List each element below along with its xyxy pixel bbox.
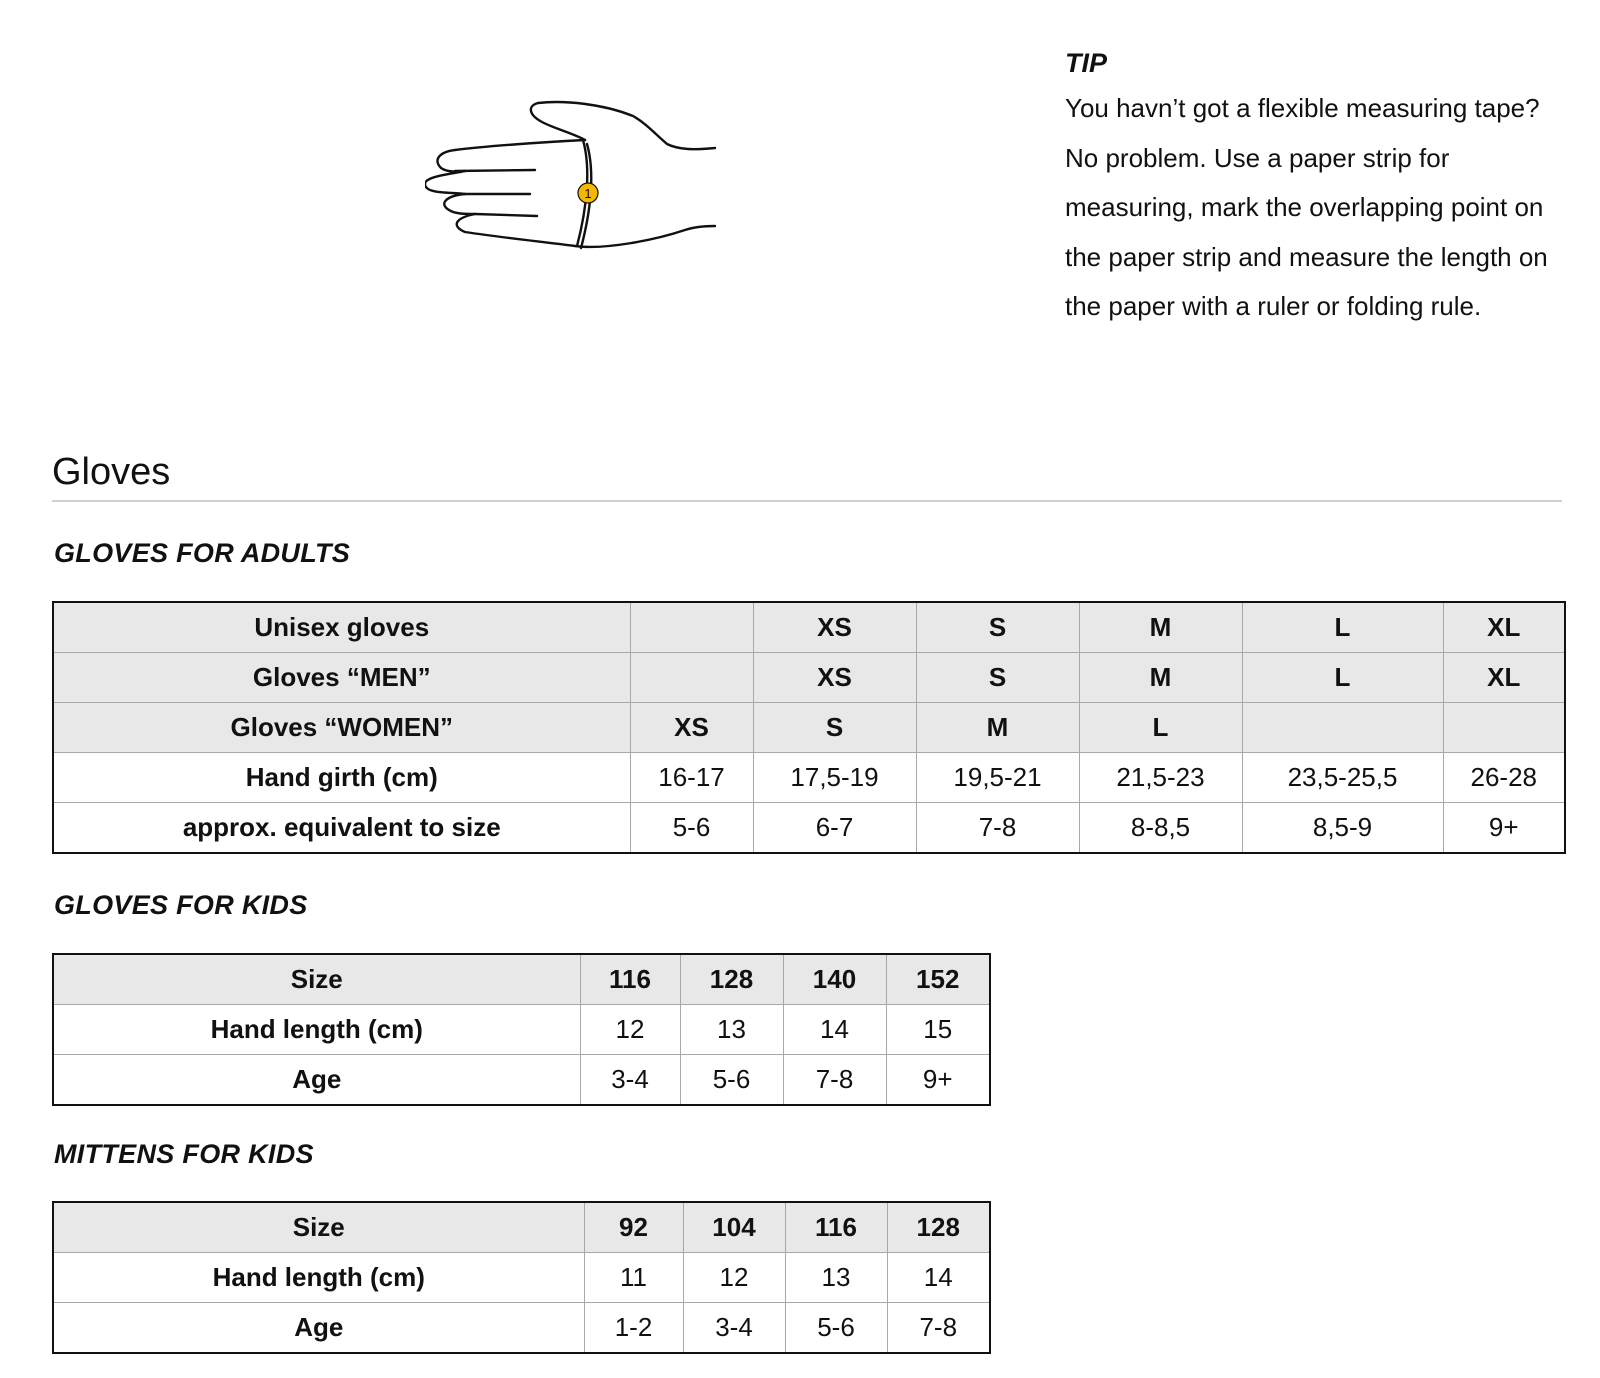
table-cell: 5-6 xyxy=(680,1055,783,1106)
table-row xyxy=(53,1055,990,1106)
row-label: Gloves “MEN” xyxy=(53,653,630,703)
table-cell: M xyxy=(916,703,1079,753)
row-label: Age xyxy=(53,1055,580,1106)
row-label: Gloves “WOMEN” xyxy=(53,703,630,753)
kids-gloves-size-table xyxy=(52,953,991,1106)
table-cell xyxy=(1242,703,1443,753)
row-label: Hand girth (cm) xyxy=(53,753,630,803)
table-cell xyxy=(1443,703,1565,753)
table-cell: 116 xyxy=(785,1202,887,1253)
table-cell: 3-4 xyxy=(580,1055,680,1106)
kids-mittens-heading: MITTENS FOR KIDS xyxy=(54,1139,314,1169)
row-label: Age xyxy=(53,1303,584,1354)
table-cell: 9+ xyxy=(886,1055,990,1106)
table-cell: 12 xyxy=(683,1253,785,1303)
table-cell: 152 xyxy=(886,954,990,1005)
adults-size-table xyxy=(52,601,1566,854)
table-cell: 7-8 xyxy=(916,803,1079,854)
table-cell: 23,5-25,5 xyxy=(1242,753,1443,803)
table-cell: 5-6 xyxy=(785,1303,887,1354)
tip-title: TIP xyxy=(1065,48,1108,78)
table-cell: 8,5-9 xyxy=(1242,803,1443,854)
table-cell: 8-8,5 xyxy=(1079,803,1242,854)
table-row xyxy=(53,1005,990,1055)
table-cell: 21,5-23 xyxy=(1079,753,1242,803)
table-cell: XS xyxy=(753,653,916,703)
table-cell: 17,5-19 xyxy=(753,753,916,803)
kids-mittens-size-table xyxy=(52,1201,991,1354)
table-cell: L xyxy=(1079,703,1242,753)
table-row xyxy=(53,1202,990,1253)
table-cell: 5-6 xyxy=(630,803,753,854)
row-label: Size xyxy=(53,1202,584,1253)
adults-heading: GLOVES FOR ADULTS xyxy=(54,538,351,568)
row-label: Size xyxy=(53,954,580,1005)
table-cell: 92 xyxy=(584,1202,683,1253)
table-cell: 15 xyxy=(886,1005,990,1055)
table-cell: M xyxy=(1079,653,1242,703)
table-cell: 16-17 xyxy=(630,753,753,803)
row-label: Hand length (cm) xyxy=(53,1005,580,1055)
table-cell: S xyxy=(916,653,1079,703)
row-label: Unisex gloves xyxy=(53,602,630,653)
kids-gloves-heading: GLOVES FOR KIDS xyxy=(54,890,308,920)
section-title: Gloves xyxy=(52,451,171,493)
table-cell: XL xyxy=(1443,602,1565,653)
row-label: approx. equivalent to size xyxy=(53,803,630,854)
tip-box xyxy=(1065,46,1565,332)
measurement-point-label: 1 xyxy=(584,186,592,201)
table-row xyxy=(53,703,1565,753)
table-cell: 140 xyxy=(783,954,886,1005)
table-cell: XS xyxy=(630,703,753,753)
table-cell: 12 xyxy=(580,1005,680,1055)
table-cell: 14 xyxy=(783,1005,886,1055)
section-divider xyxy=(52,500,1562,502)
table-row xyxy=(53,803,1565,854)
table-cell: 104 xyxy=(683,1202,785,1253)
table-cell: 7-8 xyxy=(783,1055,886,1106)
table-cell: 19,5-21 xyxy=(916,753,1079,803)
table-row xyxy=(53,753,1565,803)
table-cell: 26-28 xyxy=(1443,753,1565,803)
hand-measurement-illustration xyxy=(425,98,730,258)
table-cell: M xyxy=(1079,602,1242,653)
table-cell: S xyxy=(753,703,916,753)
table-cell: XL xyxy=(1443,653,1565,703)
tip-body-text: You havn’t got a flexible measuring tape? No problem. Use a paper strip for measuring, mark the overlapping point on the paper strip and measure the length on the paper with a ruler or folding rule. xyxy=(1065,93,1548,322)
table-cell: 3-4 xyxy=(683,1303,785,1354)
row-label: Hand length (cm) xyxy=(53,1253,584,1303)
table-row xyxy=(53,1253,990,1303)
table-row xyxy=(53,954,990,1005)
table-cell: 7-8 xyxy=(887,1303,990,1354)
table-cell: L xyxy=(1242,602,1443,653)
table-cell: S xyxy=(916,602,1079,653)
table-row xyxy=(53,653,1565,703)
table-cell: 128 xyxy=(887,1202,990,1253)
table-cell: 13 xyxy=(785,1253,887,1303)
table-cell: 13 xyxy=(680,1005,783,1055)
table-cell: 1-2 xyxy=(584,1303,683,1354)
table-row xyxy=(53,1303,990,1354)
table-cell: 6-7 xyxy=(753,803,916,854)
table-cell: 14 xyxy=(887,1253,990,1303)
table-row xyxy=(53,602,1565,653)
table-cell xyxy=(630,653,753,703)
table-cell: 9+ xyxy=(1443,803,1565,854)
table-cell: L xyxy=(1242,653,1443,703)
table-cell: XS xyxy=(753,602,916,653)
table-cell: 116 xyxy=(580,954,680,1005)
table-cell: 11 xyxy=(584,1253,683,1303)
table-cell xyxy=(630,602,753,653)
table-cell: 128 xyxy=(680,954,783,1005)
